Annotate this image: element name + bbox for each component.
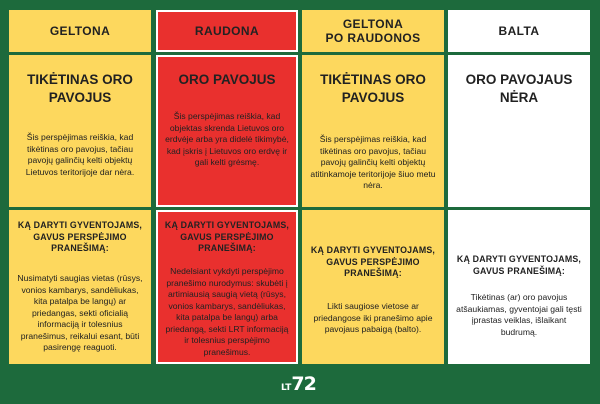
logo-prefix: LT [281,383,292,393]
instructions-cell [448,210,590,364]
column-header: RAUDONA [194,24,260,38]
alert-meaning-cell [9,55,151,207]
instructions-text: Nusimatyti saugias vietas (rūsys, vonios kambarys, sandėliukas, kita patalpa be langų) ar priedangas, sekti oficialią informaciją ir tolesnius pranešimus, reikalui esant, būti pasirengę reaguoti. [17,273,143,352]
instructions-heading: KĄ DARYTI GYVENTOJAMS, GAVUS PERSPĖJIMO PRANEŠIMĄ: [17,220,143,254]
instructions-text: Likti saugiose vietose ar priedangose iki pranešimo apie pavojaus pabaigą (balto). [313,301,433,334]
column-header-cell [448,10,590,52]
instructions-text: Tikėtinas (ar) oro pavojus atšaukiamas, gyventojai gali tęsti įprastas veiklas, išlaikant budrumą. [456,292,582,337]
alert-meaning-cell [156,55,298,207]
alert-title: ORO PAVOJAUS NĖRA [465,72,573,105]
instructions-heading: KĄ DARYTI GYVENTOJAMS, GAVUS PERSPĖJIMO PRANEŠIMĄ: [164,220,290,254]
alert-column-raudona [156,10,298,364]
column-header: GELTONA PO RAUDONOS [325,17,421,45]
column-header: BALTA [498,24,540,38]
lt72-logo [281,374,319,394]
column-header: GELTONA [49,24,111,38]
alert-title: TIKĖTINAS ORO PAVOJUS [27,72,133,105]
instructions-text: Nedelsiant vykdyti perspėjimo pranešimo nurodymus: skubėti į artimiausią saugią vietą (rūsys, vonios kambarys, sandėliukas, kita patalpa be langų) arba priedangą, sekti LRT informaciją ir tolesnius perspėjimo pranešimus. [165,266,289,357]
alert-title: ORO PAVOJUS [178,72,276,87]
column-header-cell [302,10,444,52]
alert-description: Šis perspėjimas reiškia, kad tikėtinas oro pavojus, tačiau pavojų galinčių kelti objektų Lietuvos teritorijoje dar nėra. [25,132,135,177]
column-header-cell [156,10,298,52]
instructions-cell [156,210,298,364]
logo-number: 72 [291,373,316,395]
instructions-heading: KĄ DARYTI GYVENTOJAMS, GAVUS PERSPĖJIMO PRANEŠIMĄ: [310,245,436,279]
alert-description: Šis perspėjimas reiškia, kad tikėtinas oro pavojus, tačiau pavojų galinčių kelti objektų atitinkamoje teritorijoje šiuo metu nėra. [310,134,436,190]
instructions-heading: KĄ DARYTI GYVENTOJAMS, GAVUS PRANEŠIMĄ: [456,254,582,276]
alert-meaning-cell [302,55,444,207]
alert-title: TIKĖTINAS ORO PAVOJUS [320,72,426,105]
alert-meaning-cell [448,55,590,207]
instructions-cell [302,210,444,364]
alert-column-geltona-po-raudonos [302,10,444,364]
alert-description: Šis perspėjimas reiškia, kad objektas skrenda Lietuvos oro erdvėje arba yra didelė tikimybė, kad įskris į Lietuvos oro erdvę ir gali kelti grėsmę. [165,111,289,167]
alert-column-geltona [9,10,151,364]
column-header-cell [9,10,151,52]
instructions-cell [9,210,151,364]
alert-column-balta [448,10,590,364]
